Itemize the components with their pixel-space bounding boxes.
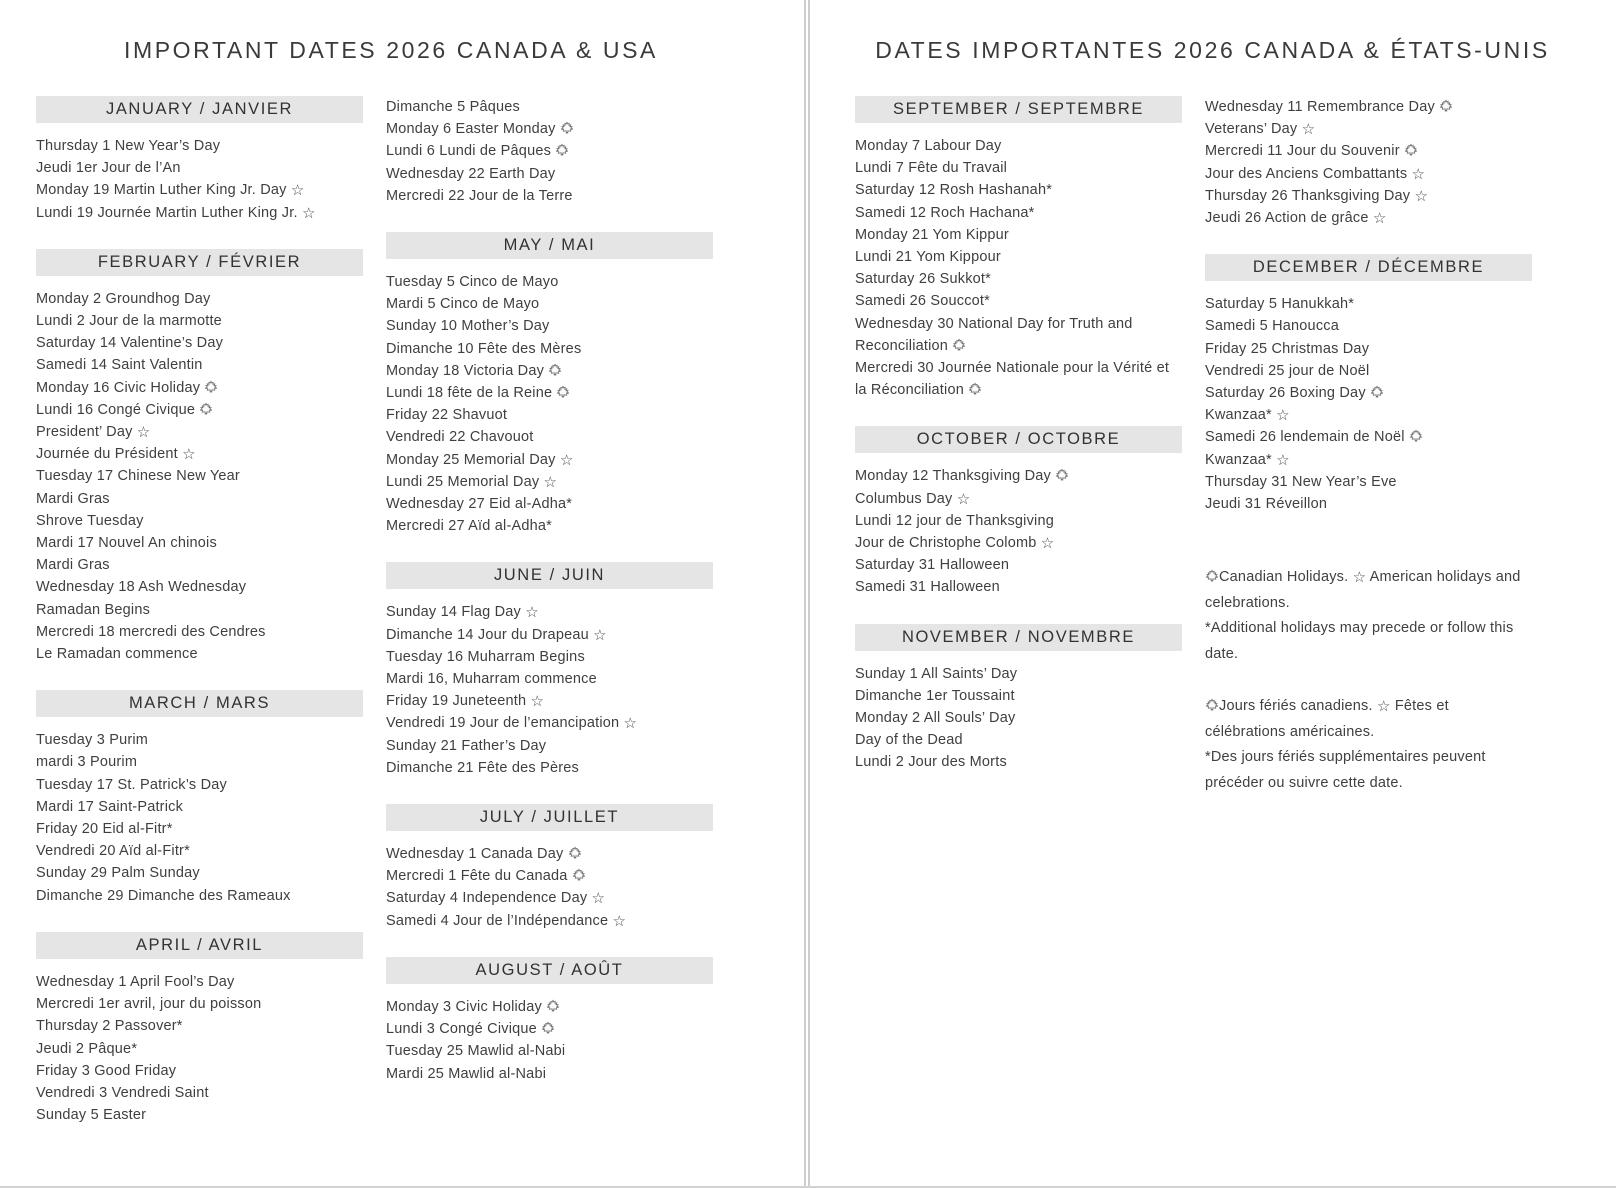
holiday-entry: Friday 22 Shavuot (386, 407, 508, 424)
holiday-entry: Lundi 7 Fête du Travail (855, 160, 1008, 177)
holiday-entry: President’ Day ☆ (36, 423, 151, 442)
left-columns (36, 96, 746, 1126)
holiday-entry: Wednesday 1 Canada Day (386, 843, 713, 865)
holiday-entry: Mercredi 30 Journée Nationale pour la Vérité et la Réconciliation (855, 357, 1182, 401)
legend-block (1205, 694, 1532, 796)
holiday-entry: Jours fériés canadiens. ☆ Fêtes et célébrations américaines. (1205, 694, 1532, 745)
holiday-entry: Monday 3 Civic Holiday (386, 996, 713, 1018)
month-header: DECEMBER / DÉCEMBRE (1205, 254, 1532, 281)
star-icon: ☆ (525, 603, 539, 622)
holiday-entry: Monday 16 Civic Holiday (36, 377, 363, 399)
holiday-entry: Shrove Tuesday (36, 512, 144, 529)
month-column (1205, 96, 1532, 796)
holiday-entry: Thursday 1 New Year’s Day (36, 138, 221, 154)
holiday-entry: Lundi 19 Journée Martin Luther King Jr. ☆ (36, 203, 316, 222)
star-icon: ☆ (1276, 450, 1290, 469)
star-icon: ☆ (1276, 406, 1290, 425)
maple-leaf-icon (555, 140, 569, 162)
holiday-entry: Columbus Day ☆ (855, 489, 971, 508)
maple-leaf-icon (1409, 426, 1423, 448)
holiday-entry: Lundi 21 Yom Kippour (855, 249, 1001, 266)
holiday-entry: Wednesday 18 Ash Wednesday (36, 579, 247, 596)
holiday-entry: Wednesday 30 National Day for Truth and Reconciliation (855, 313, 1182, 357)
holiday-entry: Samedi 26 lendemain de Noël (1205, 426, 1532, 448)
month-header: AUGUST / AOÛT (386, 957, 713, 984)
holiday-entry: Thursday 26 Thanksgiving Day ☆ (1205, 186, 1429, 205)
holiday-entry: Dimanche 21 Fête des Pères (386, 759, 579, 776)
star-icon: ☆ (593, 625, 607, 644)
holiday-entry: Mardi 17 Nouvel An chinois (36, 535, 217, 552)
star-icon: ☆ (543, 472, 558, 491)
holiday-entry: mardi 3 Pourim (36, 754, 138, 771)
star-icon: ☆ (136, 423, 151, 442)
month-column (855, 96, 1182, 774)
star-icon: ☆ (1372, 209, 1387, 228)
star-icon: ☆ (301, 203, 316, 222)
holiday-entry: Thursday 2 Passover* (36, 1018, 183, 1035)
holiday-entry: Lundi 16 Congé Civique (36, 399, 363, 421)
holiday-entry: Mercredi 22 Jour de la Terre (386, 187, 573, 204)
holiday-entry: Dimanche 29 Dimanche des Rameaux (36, 887, 291, 904)
maple-leaf-icon (1205, 565, 1219, 591)
holiday-entry: Vendredi 19 Jour de l’emancipation ☆ (386, 714, 638, 733)
month-header: JANUARY / JANVIER (36, 96, 363, 123)
maple-leaf-icon (1439, 96, 1453, 118)
holiday-entry: Dimanche 14 Jour du Drapeau ☆ (386, 625, 607, 644)
holiday-entry: Mardi 5 Cinco de Mayo (386, 296, 540, 313)
holiday-entry: Sunday 29 Palm Sunday (36, 865, 200, 882)
holiday-entry: *Additional holidays may precede or follow this date. (1205, 620, 1514, 662)
star-icon: ☆ (956, 489, 971, 508)
star-icon: ☆ (1040, 534, 1055, 553)
holiday-entry: Saturday 4 Independence Day ☆ (386, 889, 606, 908)
holiday-entry: Tuesday 25 Mawlid al-Nabi (386, 1043, 566, 1060)
holiday-entry: Veterans’ Day ☆ (1205, 120, 1316, 139)
star-icon: ☆ (559, 450, 574, 469)
holiday-entry: Jeudi 26 Action de grâce ☆ (1205, 209, 1387, 228)
holiday-entry: Friday 25 Christmas Day (1205, 340, 1370, 357)
month-header: FEBRUARY / FÉVRIER (36, 249, 363, 276)
holiday-entry: Mardi Gras (36, 490, 110, 507)
holiday-entry: Samedi 31 Halloween (855, 579, 1000, 596)
holiday-entry: Ramadan Begins (36, 601, 151, 618)
month-column (386, 96, 713, 1085)
month-column (36, 96, 363, 1126)
month-header: APRIL / AVRIL (36, 932, 363, 959)
maple-leaf-icon (548, 360, 562, 382)
holiday-entry: Dimanche 10 Fête des Mères (386, 340, 582, 357)
holiday-entry: Monday 6 Easter Monday (386, 118, 713, 140)
holiday-entry: Saturday 12 Rosh Hashanah* (855, 182, 1053, 199)
maple-leaf-icon (568, 843, 582, 865)
holiday-entry: Sunday 14 Flag Day ☆ (386, 603, 539, 622)
holiday-entry: Mercredi 27 Aïd al-Adha* (386, 518, 552, 535)
star-icon: ☆ (290, 181, 305, 200)
holiday-entry: Samedi 12 Roch Hachana* (855, 204, 1035, 221)
maple-leaf-icon (546, 996, 560, 1018)
maple-leaf-icon (541, 1018, 555, 1040)
holiday-entry: Day of the Dead (855, 732, 963, 749)
holiday-entry: Wednesday 1 April Fool’s Day (36, 973, 235, 990)
star-icon: ☆ (1411, 164, 1426, 183)
holiday-entry: Lundi 2 Jour des Morts (855, 754, 1007, 771)
holiday-entry: Jeudi 2 Pâque* (36, 1040, 138, 1057)
holiday-entry: Mardi Gras (36, 557, 110, 574)
holiday-entry: Vendredi 3 Vendredi Saint (36, 1084, 209, 1101)
holiday-entry: *Des jours fériés supplémentaires peuvent précéder ou suivre cette date. (1205, 749, 1486, 791)
holiday-entry: Samedi 5 Hanoucca (1205, 318, 1339, 335)
holiday-entry: Lundi 3 Congé Civique (386, 1018, 713, 1040)
maple-leaf-icon (1055, 465, 1069, 487)
holiday-entry: Jeudi 31 Réveillon (1205, 496, 1328, 513)
maple-leaf-icon (560, 118, 574, 140)
holiday-entry: Jeudi 1er Jour de l’An (36, 160, 181, 177)
holiday-entry: Wednesday 22 Earth Day (386, 165, 556, 182)
star-icon: ☆ (1352, 568, 1367, 587)
legend-block (1205, 565, 1532, 667)
holiday-entry: Vendredi 25 jour de Noël (1205, 362, 1370, 379)
holiday-entry: Kwanzaa* ☆ (1205, 406, 1290, 425)
page-title: IMPORTANT DATES 2026 CANADA & USA (123, 37, 658, 63)
holiday-entry: Saturday 26 Boxing Day (1205, 382, 1532, 404)
holiday-entry: Wednesday 27 Eid al-Adha* (386, 496, 573, 513)
holiday-entry: Tuesday 5 Cinco de Mayo (386, 274, 559, 291)
maple-leaf-icon (952, 335, 966, 357)
maple-leaf-icon (1404, 140, 1418, 162)
star-icon: ☆ (182, 445, 196, 464)
holiday-entry: Saturday 26 Sukkot* (855, 271, 991, 288)
holiday-entry: Friday 19 Juneteenth ☆ (386, 692, 545, 711)
holiday-entry: Monday 7 Labour Day (855, 138, 1002, 154)
page-french (808, 0, 1614, 1186)
holiday-entry: Friday 3 Good Friday (36, 1062, 177, 1079)
maple-leaf-icon (572, 865, 586, 887)
maple-leaf-icon (204, 377, 218, 399)
holiday-entry: Mercredi 18 mercredi des Cendres (36, 623, 266, 640)
holiday-entry: Le Ramadan commence (36, 646, 198, 663)
month-header: SEPTEMBER / SEPTEMBRE (855, 96, 1182, 123)
maple-leaf-icon (968, 379, 982, 401)
page-english (0, 0, 806, 1186)
holiday-entry: Friday 20 Eid al-Fitr* (36, 821, 173, 838)
maple-leaf-icon (199, 399, 213, 421)
holiday-entry: Dimanche 5 Pâques (386, 99, 520, 115)
holiday-entry: Saturday 14 Valentine’s Day (36, 335, 224, 352)
month-header: MARCH / MARS (36, 690, 363, 717)
holiday-entry: Mercredi 1 Fête du Canada (386, 865, 713, 887)
holiday-entry: Vendredi 20 Aïd al-Fitr* (36, 843, 190, 860)
holiday-entry: Monday 12 Thanksgiving Day (855, 465, 1182, 487)
holiday-entry: Saturday 31 Halloween (855, 557, 1010, 574)
star-icon: ☆ (591, 889, 606, 908)
holiday-entry: Mardi 17 Saint-Patrick (36, 798, 184, 815)
holiday-entry: Tuesday 17 Chinese New Year (36, 468, 240, 485)
holiday-entry: Samedi 4 Jour de l’Indépendance ☆ (386, 911, 627, 930)
holiday-entry: Monday 18 Victoria Day (386, 360, 713, 382)
month-header: JUNE / JUIN (386, 562, 713, 589)
holiday-entry: Lundi 18 fête de la Reine (386, 382, 713, 404)
holiday-entry: Monday 19 Martin Luther King Jr. Day ☆ (36, 181, 305, 200)
star-icon: ☆ (612, 911, 627, 930)
star-icon: ☆ (1301, 120, 1316, 139)
holiday-entry: Mercredi 11 Jour du Souvenir (1205, 140, 1532, 162)
holiday-entry: Monday 2 All Souls’ Day (855, 710, 1016, 727)
holiday-entry: Journée du Président ☆ (36, 445, 196, 464)
month-header: JULY / JUILLET (386, 804, 713, 831)
holiday-entry: Sunday 10 Mother’s Day (386, 318, 550, 335)
holiday-entry: Thursday 31 New Year’s Eve (1205, 473, 1397, 490)
holiday-entry: Sunday 1 All Saints’ Day (855, 665, 1018, 682)
maple-leaf-icon (1370, 382, 1384, 404)
right-columns (855, 96, 1570, 796)
holiday-entry: Canadian Holidays. ☆ American holidays and celebrations. (1205, 565, 1532, 616)
holiday-entry: Monday 25 Memorial Day ☆ (386, 450, 574, 469)
month-header: OCTOBER / OCTOBRE (855, 426, 1182, 453)
star-icon: ☆ (1376, 697, 1391, 716)
holiday-entry: Mardi 25 Mawlid al-Nabi (386, 1065, 547, 1082)
holiday-entry: Wednesday 11 Remembrance Day (1205, 96, 1532, 118)
holiday-entry: Vendredi 22 Chavouot (386, 429, 534, 446)
holiday-entry: Saturday 5 Hanukkah* (1205, 296, 1355, 313)
holiday-entry: Tuesday 17 St. Patrick’s Day (36, 776, 227, 793)
star-icon: ☆ (623, 714, 638, 733)
holiday-entry: Kwanzaa* ☆ (1205, 450, 1290, 469)
holiday-entry: Mercredi 1er avril, jour du poisson (36, 996, 262, 1013)
holiday-entry: Sunday 21 Father’s Day (386, 737, 547, 754)
holiday-entry: Lundi 12 jour de Thanksgiving (855, 512, 1055, 529)
holiday-entry: Monday 21 Yom Kippur (855, 226, 1009, 243)
month-header: MAY / MAI (386, 232, 713, 259)
holiday-entry: Tuesday 16 Muharram Begins (386, 648, 585, 665)
holiday-entry: Lundi 25 Memorial Day ☆ (386, 472, 558, 491)
maple-leaf-icon (1205, 694, 1219, 720)
holiday-entry: Samedi 26 Souccot* (855, 293, 990, 310)
star-icon: ☆ (530, 692, 545, 711)
holiday-entry: Monday 2 Groundhog Day (36, 290, 211, 307)
maple-leaf-icon (556, 382, 570, 404)
holiday-entry: Sunday 5 Easter (36, 1107, 147, 1124)
holiday-entry: Dimanche 1er Toussaint (855, 687, 1015, 704)
holiday-entry: Mardi 16, Muharram commence (386, 671, 597, 688)
holiday-entry: Jour de Christophe Colomb ☆ (855, 534, 1055, 553)
holiday-entry: Lundi 6 Lundi de Pâques (386, 140, 713, 162)
month-header: NOVEMBER / NOVEMBRE (855, 624, 1182, 651)
holiday-entry: Samedi 14 Saint Valentin (36, 357, 203, 374)
holiday-entry: Jour des Anciens Combattants ☆ (1205, 164, 1426, 183)
page-title: DATES IMPORTANTES 2026 CANADA & ÉTATS-UNIS (875, 37, 1550, 63)
holiday-entry: Lundi 2 Jour de la marmotte (36, 313, 222, 330)
holiday-entry: Tuesday 3 Purim (36, 732, 149, 749)
star-icon: ☆ (1414, 186, 1429, 205)
